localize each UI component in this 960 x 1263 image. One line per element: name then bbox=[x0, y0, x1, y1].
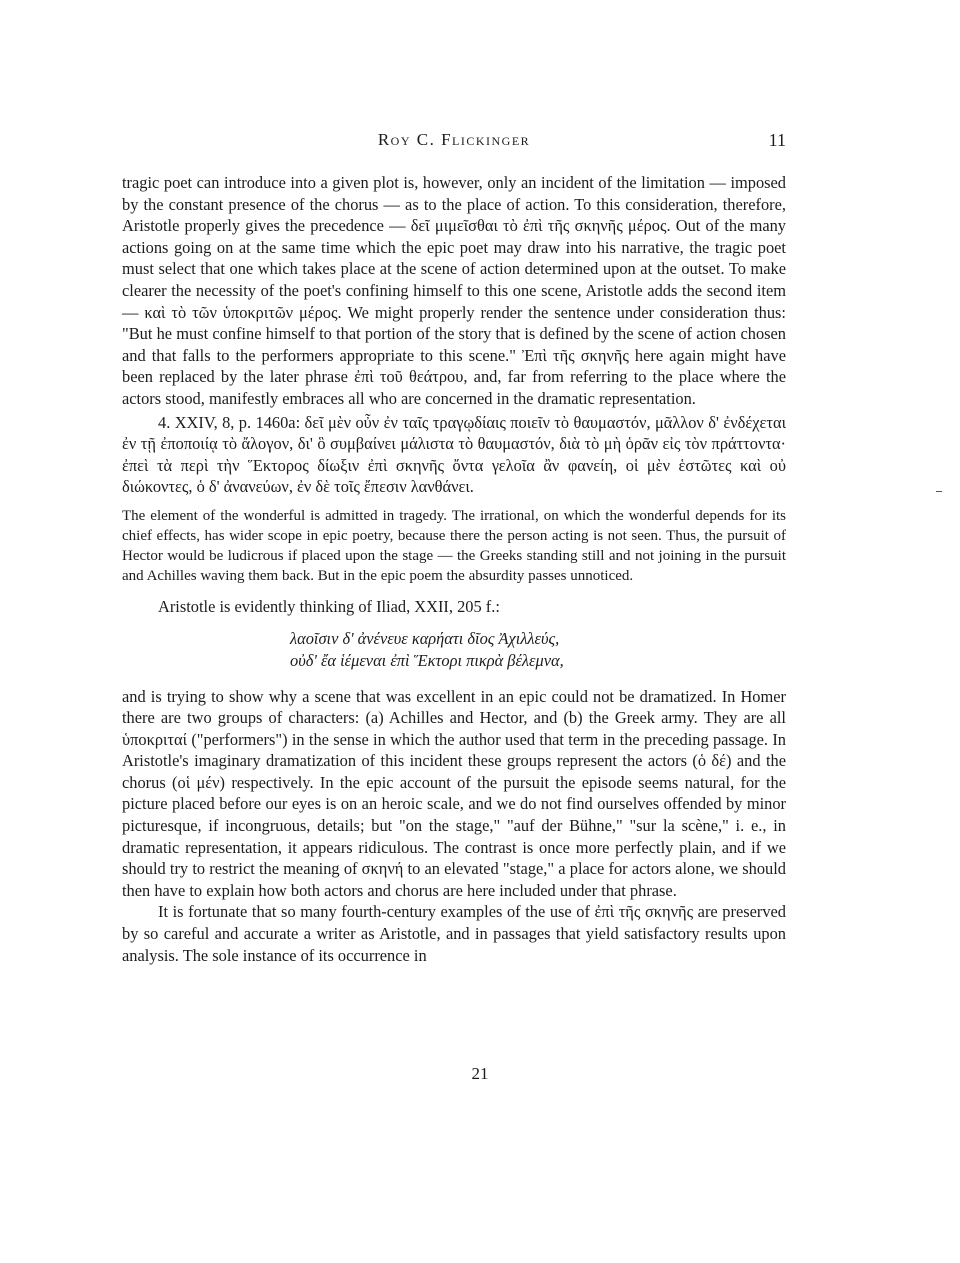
verse-quotation bbox=[122, 628, 786, 672]
paragraph-5: and is trying to show why a scene that was excellent in an epic could not be dramatized. In Homer there are two groups of characters: (a) Achilles and Hector, and (b) the Greek army. They are all ὑποκριταί ("performers") in the sense in which the author used that term in the preceding passage. In Aristotle's imaginary dramatization of this incident these groups represent the actors (ὁ δέ) and the chorus (οἱ μέν) respectively. In the epic account of the pursuit the episode seems natural, for the picture placed before our eyes is on an heroic scale, and we do not find ourselves offended by minor picturesque, if incongruous, details; but "on the stage," "auf der Bühne," "sur la scène," i. e., in dramatic representation, it appears ridiculous. The contrast is once more perfectly plain, and if we should try to restrict the meaning of σκηνή to an elevated "stage," a place for actors alone, we should then have to explain how both actors and chorus are here included under that phrase. bbox=[122, 686, 786, 900]
verse-line-2: οὐδ' ἔα ἱέμεναι ἐπὶ Ἕκτορι πικρὰ βέλεμνα, bbox=[290, 650, 564, 670]
running-header bbox=[122, 130, 786, 156]
paragraph-1: tragic poet can introduce into a given plot is, however, only an incident of the limitation — imposed by the constant presence of the chorus — as to the place of action. To this consideration, therefore, Aristotle properly gives the precedence — δεῖ μιμεῖσθαι τὸ ἐπὶ τῆς σκηνῆς μέρος. Out of the many actions going on at the same time which the epic poet may draw into his narrative, the tragic poet must select that one which takes place at the scene of action determined upon at the outset. To make clearer the necessity of the poet's confining himself to this one scene, Aristotle adds the second item — καὶ τὸ τῶν ὑποκριτῶν μέρος. We might properly render the sentence under consideration thus: "But he must confine himself to that portion of the story that is defined by the scene of action chosen and that falls to the performers appropriate to this scene." Ἐπὶ τῆς σκηνῆς here again might have been replaced by the later phrase ἐπὶ τοῦ θεάτρου, and, far from referring to the place where the actors stood, manifestly embraces all who are concerned in the dramatic representation. bbox=[122, 173, 786, 408]
paragraph-3-translation: The element of the wonderful is admitted in tragedy. The irrational, on which the wonderful depends for its chief effects, has wider scope in epic poetry, because there the person acting is not seen. Thus, the pursuit of Hector would be ludicrous if placed upon the stage — the Greeks standing still and not joining in the pursuit and Achilles waving them back. But in the epic poem the absurdity passes unnoticed. bbox=[122, 507, 786, 584]
page-number: 11 bbox=[768, 130, 786, 150]
body-text bbox=[122, 172, 786, 966]
verse-line-1: λαοῖσιν δ' ἀνένευε καρήατι δῖος Ἀχιλλεύς, bbox=[290, 628, 560, 648]
paragraph-4: Aristotle is evidently thinking of Iliad, XXII, 205 f.: bbox=[158, 596, 500, 616]
paragraph-6: It is fortunate that so many fourth-century examples of the use of ἐπὶ τῆς σκηνῆς are preserved by so careful and accurate a writer as Aristotle, and in passages that yield satisfactory results upon analysis. The sole instance of its occurrence in bbox=[122, 902, 786, 965]
margin-dash bbox=[936, 491, 942, 492]
folio-number: 21 bbox=[471, 1064, 489, 1083]
running-head-author: Roy C. Flickinger bbox=[377, 130, 531, 149]
paragraph-2-quotation: 4. XXIV, 8, p. 1460a: δεῖ μὲν οὖν ἐν ταῖς τραγῳδίαις ποιεῖν τὸ θαυμαστόν, μᾶλλον δ' ἐνδέχεται ἐν τῇ ἐποποιίᾳ τὸ ἄλογον, δι' ὃ συμβαίνει μάλιστα τὸ θαυμαστόν, διὰ τὸ μὴ ὁρᾶν εἰς τὸν πράττοντα· ἐπεὶ τὰ περὶ τὴν Ἕκτορος δίωξιν ἐπὶ σκηνῆς ὄντα γελοῖα ἂν φανείη, οἱ μὲν ἑστῶτες καὶ οὐ διώκοντες, ὁ δ' ἀνανεύων, ἐν δὲ τοῖς ἔπεσιν λανθάνει. bbox=[122, 412, 786, 497]
